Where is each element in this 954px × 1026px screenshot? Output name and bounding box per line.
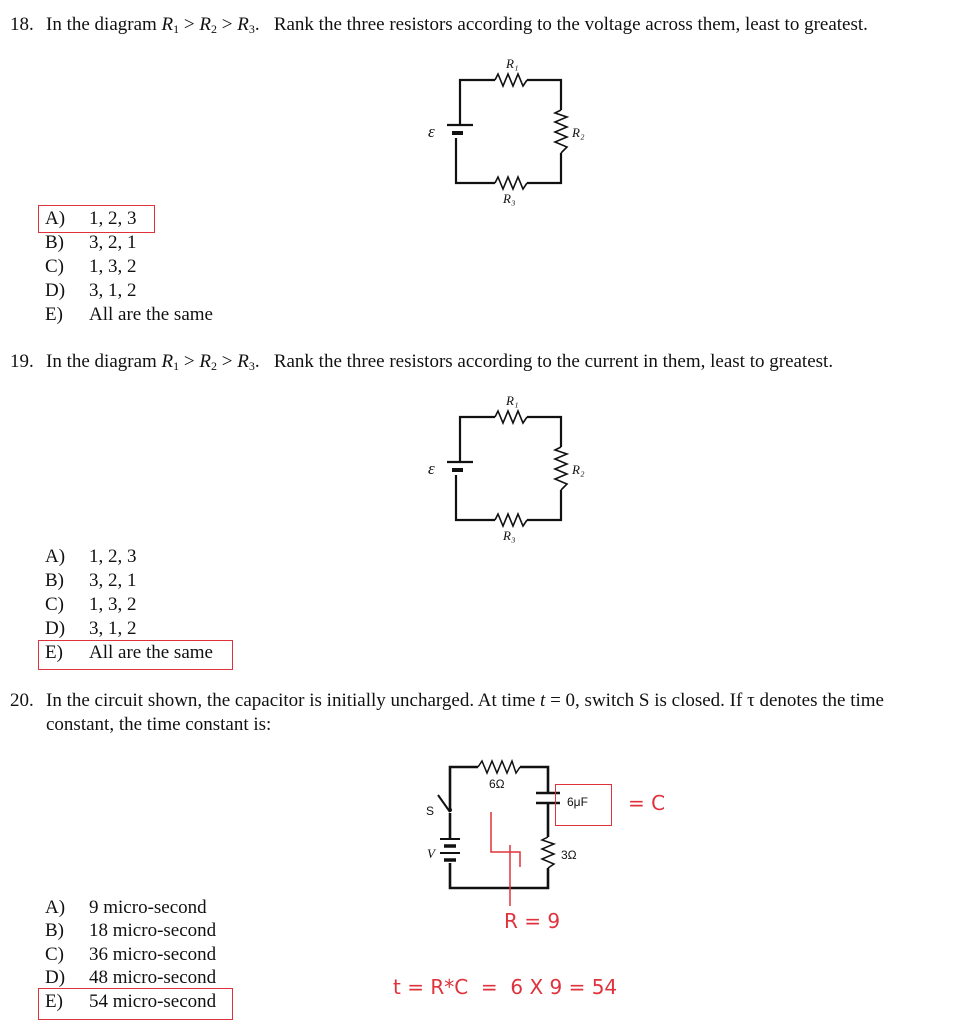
- label-r-right: 3Ω: [561, 848, 577, 862]
- resistor-r3: [495, 177, 527, 189]
- label-voltage: V: [427, 846, 435, 861]
- annotation-tau-equation: t = R*C = 6 X 9 = 54: [393, 975, 618, 999]
- label-r1: R₁: [506, 393, 519, 408]
- circuit-diagram: [415, 392, 615, 552]
- question-number: 19.: [10, 351, 34, 372]
- question-text-line2: constant, the time constant is:: [46, 714, 272, 735]
- question-text: In the circuit shown, the capacitor is initially uncharged. At time t = 0, switch S is closed. If τ denotes the time: [46, 690, 884, 711]
- question-text: In the diagram $R_1 > R_2 > R_3$. Rank the three resistors according to the current in them, least to greatest.: [46, 351, 834, 373]
- label-capacitor: 6μF: [567, 795, 588, 809]
- annotation-equals-c: = C: [628, 791, 666, 815]
- resistor-6ohm: [478, 761, 520, 773]
- capacitor-highlight-box: [555, 784, 612, 826]
- label-switch: S: [426, 804, 435, 818]
- selected-answer-box: [38, 205, 155, 233]
- label-r3: R₃: [503, 191, 516, 206]
- resistor-3ohm: [542, 837, 554, 868]
- resistor-r1: [495, 74, 527, 86]
- label-r-top: 6Ω: [489, 777, 505, 791]
- label-emf: ε: [428, 122, 435, 141]
- annotation-r-equals: R = 9: [504, 909, 561, 933]
- resistor-r2: [555, 447, 567, 490]
- label-r2: R₂: [572, 125, 585, 140]
- label-emf: ε: [428, 459, 435, 478]
- question-number: 20.: [10, 690, 34, 711]
- label-r1: R₁: [506, 56, 519, 71]
- circuit-diagram: [415, 55, 615, 215]
- question-number: 18.: [10, 14, 34, 35]
- selected-answer-box: [38, 988, 233, 1020]
- label-r2: R₂: [572, 462, 585, 477]
- selected-answer-box: [38, 640, 233, 670]
- question-text: In the diagram $R_1 > R_2 > R_3$. Rank the three resistors according to the voltage across them, least to greatest.: [46, 14, 868, 36]
- resistor-r2: [555, 110, 567, 153]
- resistor-r1: [495, 411, 527, 423]
- label-r3: R₃: [503, 528, 516, 543]
- rc-circuit-diagram: [420, 755, 610, 905]
- resistor-r3: [495, 514, 527, 526]
